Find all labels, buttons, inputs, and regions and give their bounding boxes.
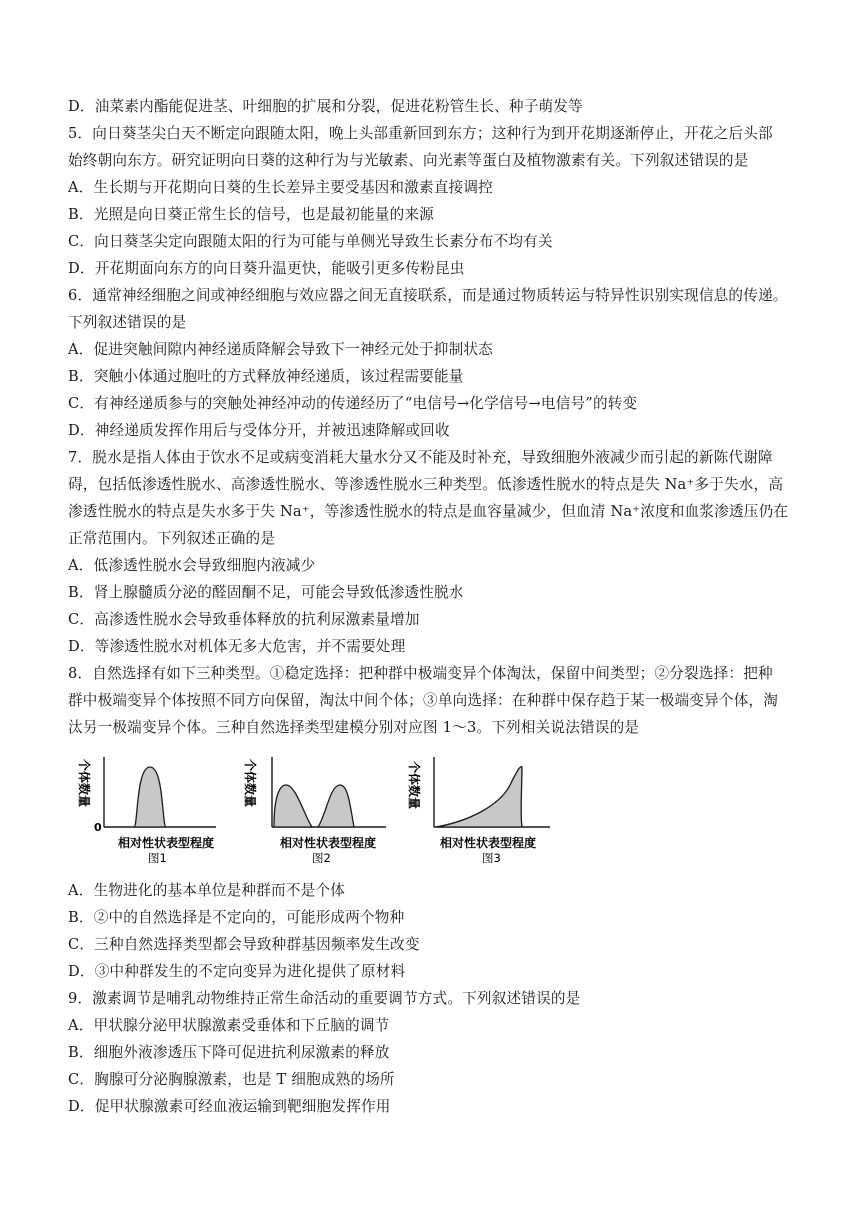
q7-stem-line-3: 渗透性脱水的特点是失水多于失 Na⁺，等渗透性脱水的特点是血容量减少，但血清 Na⁺浓度和血浆渗透压仍在: [68, 503, 789, 520]
q4-option-d: D．油菜素内酯能促进茎、叶细胞的扩展和分裂，促进花粉管生长、种子萌发等: [68, 98, 583, 115]
figure-1-xlabel: 相对性状表型程度: [118, 836, 215, 850]
figure-3-curve: [436, 767, 522, 827]
q8-stem-line-3: 汰另一极端变异个体。三种自然选择类型建模分别对应图 1～3。下列相关说法错误的是: [68, 719, 640, 736]
q6-stem-line-2: 下列叙述错误的是: [68, 314, 187, 331]
q7-option-b: B．肾上腺髓质分泌的醛固酮不足，可能会导致低渗透性脱水: [68, 584, 464, 601]
q9-stem: 9．激素调节是哺乳动物维持正常生命活动的重要调节方式。下列叙述错误的是: [68, 990, 581, 1007]
figure-1-zero: 0: [94, 821, 102, 834]
q7-option-c: C．高渗透性脱水会导致垂体释放的抗利尿激素量增加: [68, 611, 420, 628]
q6-option-d: D．神经递质发挥作用后与受体分开，并被迅速降解或回收: [68, 422, 450, 439]
q7-stem-line-4: 正常范围内。下列叙述正确的是: [68, 530, 276, 547]
q6-option-a: A．促进突触间隙内神经递质降解会导致下一神经元处于抑制状态: [68, 341, 493, 358]
figure-3-directional: [407, 755, 580, 865]
selection-figures: [66, 755, 566, 875]
figure-1-caption: 图1: [148, 851, 167, 865]
q5-option-d: D．开花期面向东方的向日葵升温更快，能吸引更多传粉昆虫: [68, 260, 465, 277]
figure-1-ylabel: 个体数量: [77, 759, 91, 808]
figure-2-curve-right: [318, 785, 354, 827]
q5-option-c: C．向日葵茎尖定向跟随太阳的行为可能与单侧光导致生长素分布不均有关: [68, 233, 553, 250]
q7-option-a: A．低渗透性脱水会导致细胞内液减少: [68, 557, 316, 574]
q6-option-c: C．有神经递质参与的突触处神经冲动的传递经历了“电信号→化学信号→电信号”的转变: [68, 395, 638, 412]
q9-option-c: C．胸腺可分泌胸腺激素，也是 T 细胞成熟的场所: [68, 1071, 395, 1088]
q5-stem-line-2: 始终朝向东方。研究证明向日葵的这种行为与光敏素、向光素等蛋白及植物激素有关。下列叙述错误的是: [68, 152, 749, 169]
q7-stem-line-2: 碍，包括低渗透性脱水、高渗透性脱水、等渗透性脱水三种类型。低渗透性脱水的特点是失 Na⁺多于失水，高: [68, 476, 784, 493]
q8-stem-line-1: 8．自然选择有如下三种类型。①稳定选择：把种群中极端变异个体淘汰，保留中间类型；②分裂选择：把种: [68, 665, 773, 682]
figure-1-curve: [134, 767, 166, 827]
q5-option-b: B．光照是向日葵正常生长的信号，也是最初能量的来源: [68, 206, 434, 223]
q7-option-d: D．等渗透性脱水对机体无多大危害，并不需要处理: [68, 638, 406, 655]
q8-option-d: D．③中种群发生的不定向变异为进化提供了原材料: [68, 963, 406, 980]
q9-option-d: D．促甲状腺激素可经血液运输到靶细胞发挥作用: [68, 1098, 391, 1115]
figure-3-caption: 图3: [482, 851, 501, 865]
figure-2-xlabel: 相对性状表型程度: [280, 836, 377, 850]
q5-option-a: A．生长期与开花期向日葵的生长差异主要受基因和激素直接调控: [68, 179, 493, 196]
q8-option-c: C．三种自然选择类型都会导致种群基因频率发生改变: [68, 936, 420, 953]
q8-stem-line-2: 群中极端变异个体按照不同方向保留，淘汰中间个体；③单向选择：在种群中保存趋于某一极端变异个体，淘: [68, 692, 779, 709]
figure-2-disruptive: [238, 755, 408, 865]
figure-2-curve-left: [274, 785, 312, 827]
figure-3-ylabel: 个体数量: [407, 761, 421, 810]
q6-option-b: B．突触小体通过胞吐的方式释放神经递质，该过程需要能量: [68, 368, 464, 385]
figure-2-caption: 图2: [312, 851, 331, 865]
q9-option-a: A．甲状腺分泌甲状腺激素受垂体和下丘脑的调节: [68, 1017, 390, 1034]
figure-2-ylabel: 个体数量: [243, 759, 257, 808]
q7-stem-line-1: 7．脱水是指人体由于饮水不足或病变消耗大量水分又不能及时补充，导致细胞外液减少而引起的新陈代谢障: [68, 449, 773, 466]
q8-option-b: B．②中的自然选择是不定向的，可能形成两个物种: [68, 909, 405, 926]
figure-1-stabilizing: [66, 755, 236, 865]
q9-option-b: B．细胞外液渗透压下降可促进抗利尿激素的释放: [68, 1044, 390, 1061]
q8-option-a: A．生物进化的基本单位是种群而不是个体: [68, 882, 346, 899]
q5-stem-line-1: 5．向日葵茎尖白天不断定向跟随太阳，晚上头部重新回到东方；这种行为到开花期逐渐停止，开花之后头部: [68, 125, 773, 142]
q6-stem-line-1: 6．通常神经细胞之间或神经细胞与效应器之间无直接联系，而是通过物质转运与特异性识别实现信息的传递。: [68, 287, 788, 304]
figure-3-xlabel: 相对性状表型程度: [440, 836, 537, 850]
